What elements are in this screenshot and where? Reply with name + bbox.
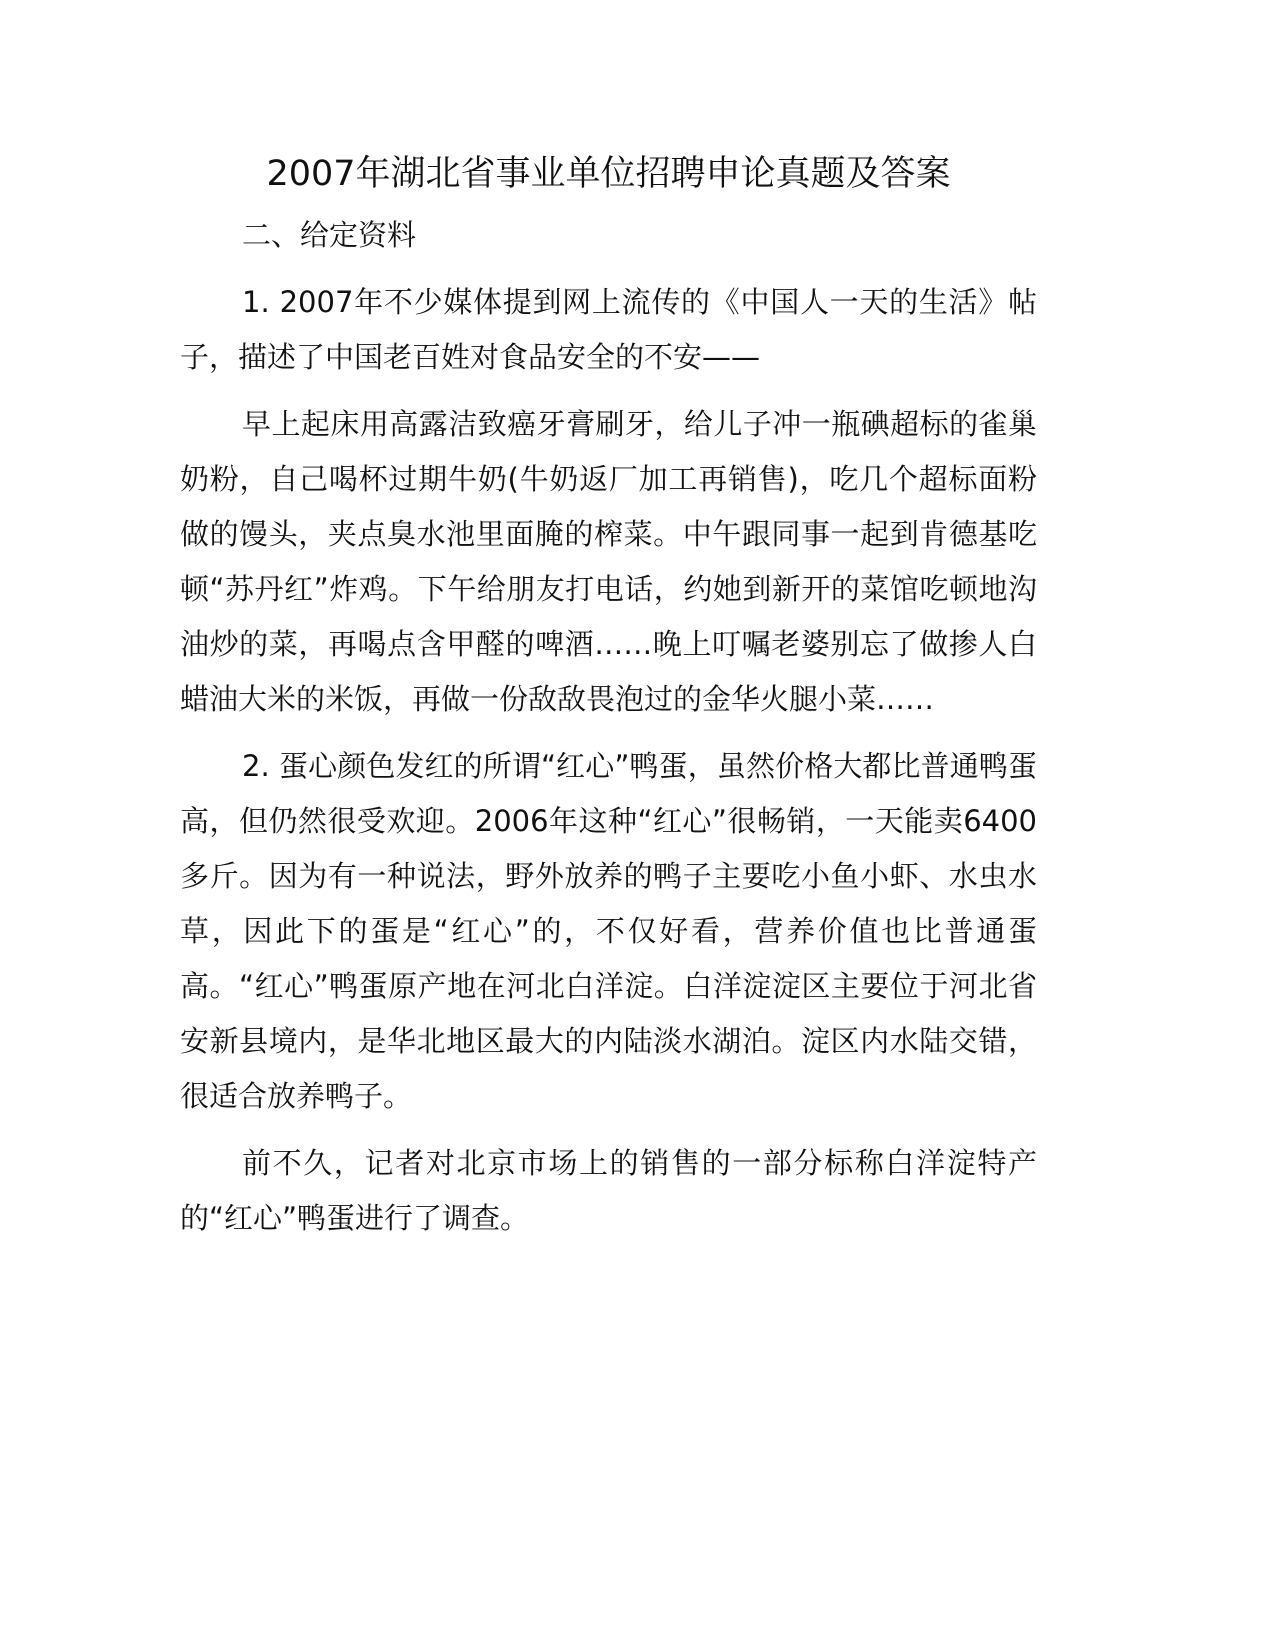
paragraph-2: 早上起床用高露洁致癌牙膏刷牙，给儿子冲一瓶碘超标的雀巢奶粉，自己喝杯过期牛奶(牛奶返厂加工再销售)，吃几个超标面粉做的馒头，夹点臭水池里面腌的榨菜。中午跟同事一起到肯德基吃顿“苏丹红”炸鸡。下午给朋友打电话，约她到新开的菜馆吃顿地沟油炒的菜，再喝点含甲醛的啤酒……晚上叮嘱老婆别忘了做掺人白蜡油大米的米饭，再做一份敌敌畏泡过的金华火腿小菜……: [180, 407, 1037, 716]
paragraph-1: 1. 2007年不少媒体提到网上流传的《中国人一天的生活》帖子，描述了中国老百姓对食品安全的不安——: [180, 285, 1037, 374]
document-content: [180, 148, 1037, 1246]
section-heading: 二、给定资料: [242, 218, 417, 252]
document-title: 2007年湖北省事业单位招聘申论真题及答案: [266, 154, 951, 194]
paragraph-4: 前不久，记者对北京市场上的销售的一部分标称白洋淀特产的“红心”鸭蛋进行了调查。: [180, 1146, 1037, 1235]
paragraph-3: 2. 蛋心颜色发红的所谓“红心”鸭蛋，虽然价格大都比普通鸭蛋高，但仍然很受欢迎。2006年这种“红心”很畅销，一天能卖6400多斤。因为有一种说法，野外放养的鸭子主要吃小鱼小虾、水虫水草，因此下的蛋是“红心”的，不仅好看，营养价值也比普通蛋高。“红心”鸭蛋原产地在河北白洋淀。白洋淀淀区主要位于河北省安新县境内，是华北地区最大的内陆淡水湖泊。淀区内水陆交错，很适合放养鸭子。: [180, 749, 1037, 1113]
